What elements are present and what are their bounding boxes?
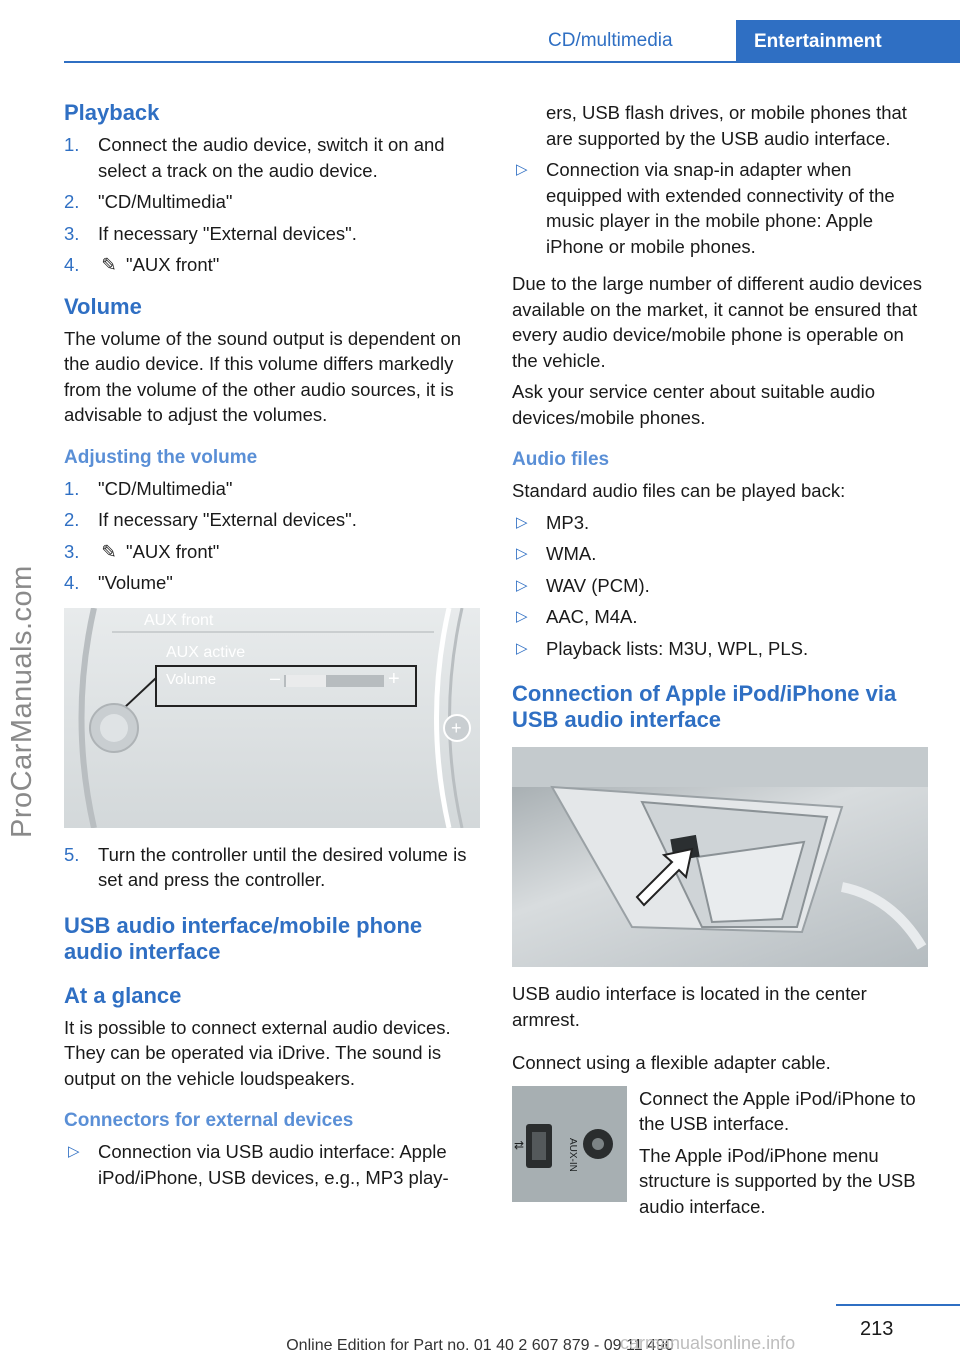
header-tab-entertainment[interactable]: Entertainment (736, 20, 960, 63)
usb-icon: ⇄ (514, 1137, 525, 1152)
list-item: 4. "Volume" (64, 572, 173, 593)
list-item: 5. Turn the controller until the desired volume is set and press the controller. (64, 843, 467, 890)
volume-plus-button: + (388, 667, 400, 690)
side-watermark: ProCarManuals.com (6, 565, 38, 838)
list-item: 1. "CD/Multimedia" (64, 477, 233, 499)
armrest-caption: USB audio interface is located in the center armrest. (512, 983, 867, 1030)
bullet-marker-icon: ▷ (516, 545, 528, 562)
audio-files-intro: Standard audio files can be played back: (512, 480, 846, 501)
pen-icon: ✎ (101, 254, 117, 275)
list-item: 3. If necessary "External devices". (64, 222, 357, 244)
list-item: 1. Connect the audio device, switch it on and select a track on the audio device. (64, 134, 445, 181)
bullet-marker-icon: ▷ (516, 608, 528, 625)
usb-port-text (639, 1086, 930, 1220)
list-item: 4. ✎ "AUX front" (64, 252, 482, 278)
list-item: ▷ AAC, M4A. (512, 604, 930, 630)
adjusting-steps (64, 476, 482, 596)
header-section[interactable]: CD/multimedia (548, 30, 673, 51)
volume-text: The volume of the sound output is dependent on the audio device. If this volume differs markedly from the volume of the other audio sources, it is advisable to adjust the volumes. (64, 327, 462, 425)
heading-at-a-glance: At a glance (64, 982, 182, 1008)
compat-text: Due to the large number of different audio devices available on the market, it cannot be ensured that every audio device/mobile phone is operable on the vehicle. (512, 273, 922, 371)
heading-volume: Volume (64, 293, 142, 319)
list-item: ers, USB flash drives, or mobile phones that are supported by the USB audio interface. (546, 102, 907, 149)
glance-text: It is possible to connect external audio devices. They can be operated via iDrive. The sound is output on the vehicle loudspeakers. (64, 1016, 451, 1089)
list-item: ▷ Playback lists: M3U, WPL, PLS. (512, 636, 930, 662)
connect-ipod-text: Connect the Apple iPod/iPhone to the USB interface. (639, 1087, 916, 1134)
screen-status: AUX active (166, 643, 246, 661)
list-item: ▷ Connection via snap-in adapter when equipped with extended connectivity of the music player in the mobile phone: Apple iPhone or mobile phones. (516, 159, 895, 257)
bullet-marker-icon: ▷ (516, 513, 528, 531)
connectors-list-cont (512, 100, 930, 259)
idrive-volume-screen (64, 608, 480, 828)
aux-in-label: AUX-IN (567, 1137, 578, 1172)
armrest-graphic (512, 747, 928, 967)
bullet-marker-icon: ▷ (516, 576, 528, 594)
svg-text:+: + (451, 717, 462, 738)
screen-volume-label: Volume (166, 670, 217, 688)
heading-usb-interface: USB audio interface/mobile phone audio interface (64, 912, 423, 964)
list-item: ▷ Connection via USB audio interface: Apple iPod/iPhone, USB devices, e.g., MP3 play- (68, 1141, 449, 1188)
adapter-text: Connect using a flexible adapter cable. (512, 1052, 831, 1073)
footer (0, 1333, 960, 1355)
footer-rule (836, 1304, 960, 1306)
volume-minus-button: – (270, 667, 281, 688)
heading-connectors: Connectors for external devices (64, 1110, 354, 1131)
bullet-marker-icon: ▷ (68, 1143, 80, 1160)
service-text: Ask your service center about suitable audio devices/mobile phones. (512, 381, 876, 428)
audio-files-list (512, 510, 930, 662)
menu-structure-text: The Apple iPod/iPhone menu structure is supported by the USB audio interface. (639, 1144, 916, 1217)
list-item: 3. ✎ "AUX front" (64, 539, 482, 565)
right-column (512, 100, 930, 1217)
usb-port-block (512, 1086, 930, 1217)
heading-audio-files: Audio files (512, 449, 610, 470)
screen-title: AUX front (144, 611, 214, 629)
footer-watermark: carmanualsonline.info (620, 1333, 796, 1353)
usb-port-photo (512, 1086, 627, 1202)
screen-graphic (64, 608, 480, 828)
footer-edition: Online Edition for Part no. 01 40 2 607 879 - 09 11 490 (286, 1337, 674, 1354)
list-item: 2. "CD/Multimedia" (64, 191, 233, 212)
list-item: ▷ WMA. (512, 541, 930, 567)
heading-apple-connection: Connection of Apple iPod/iPhone via USB audio interface (512, 681, 897, 732)
pen-icon: ✎ (101, 540, 117, 562)
page-number: 213 (860, 1318, 894, 1340)
left-column (64, 100, 482, 1196)
playback-steps (64, 132, 482, 278)
bullet-marker-icon: ▷ (516, 639, 528, 657)
usb-port-graphic (512, 1086, 627, 1202)
adjusting-step-5 (64, 842, 482, 893)
bullet-marker-icon: ▷ (516, 161, 528, 178)
list-item: 2. If necessary "External devices". (64, 509, 357, 530)
heading-adjusting-volume: Adjusting the volume (64, 446, 258, 468)
center-armrest-photo (512, 747, 928, 967)
heading-playback: Playback (64, 100, 160, 125)
list-item: ▷ WAV (PCM). (512, 573, 930, 599)
list-item: ▷ MP3. (512, 510, 930, 536)
connectors-list (64, 1139, 482, 1190)
